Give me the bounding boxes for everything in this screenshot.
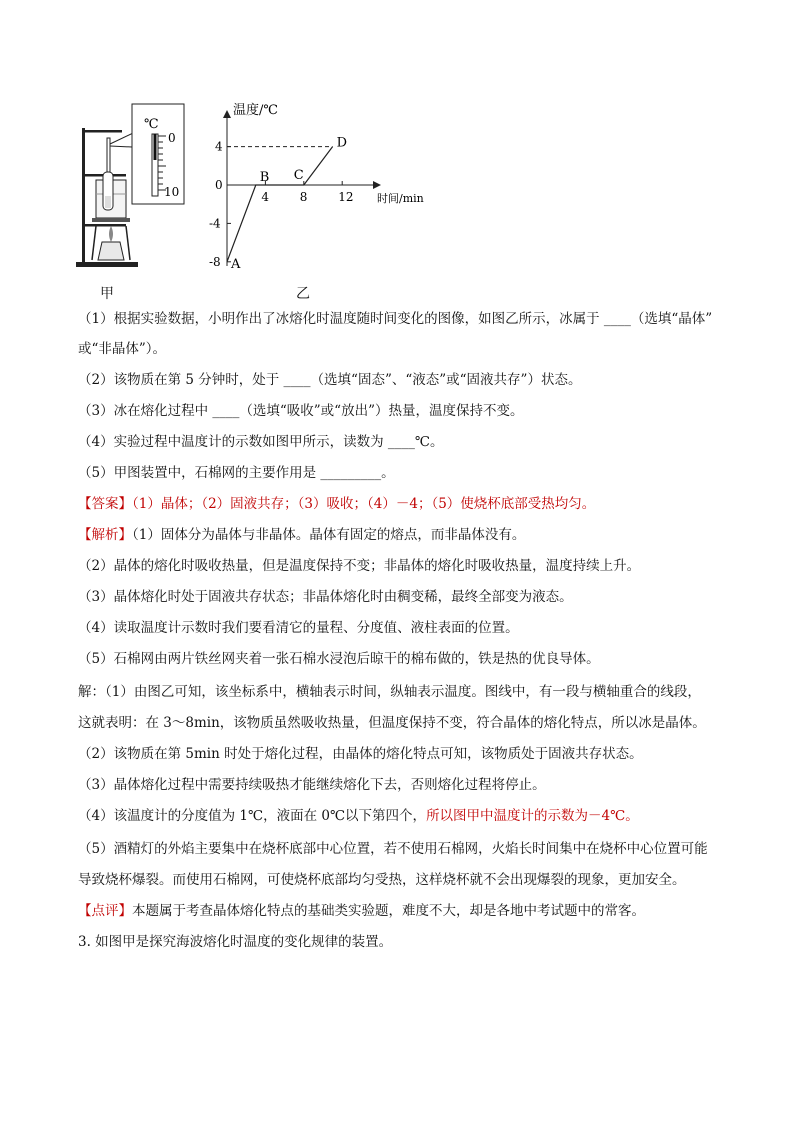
comment-line (78, 902, 645, 920)
solution-line-3: （2）该物质在第 5min 时处于熔化过程，由晶体的熔化特点可知，该物质处于固液共存状态。 (78, 746, 643, 762)
analysis-line-1 (78, 526, 525, 544)
analysis-tag: 【解析】 (78, 527, 132, 543)
thermo-top-label: 0 (168, 131, 176, 145)
thermo-unit: ℃ (144, 117, 159, 132)
analysis-line-2: （2）晶体的熔化时吸收热量，但是温度保持不变；非晶体的熔化时吸收热量，温度持续上升。 (78, 558, 641, 574)
apparatus-label: 甲 (100, 286, 114, 302)
analysis-line-5: （5）石棉网由两片铁丝网夹着一张石棉水浸泡后晾干的棉布做的，铁是热的优良导体。 (78, 651, 600, 667)
comment-tag: 【点评】 (78, 903, 132, 919)
y-tick-label: -4 (209, 216, 221, 231)
point-label: C (293, 168, 304, 183)
question-2: （2）该物质在第 5 分钟时，处于 ____（选填“固态”、“液态”或“固液共存”）状态。 (78, 372, 582, 388)
question-1-cont: 或“非晶体”）。 (78, 341, 167, 357)
solution-line-2: 这就表明：在 3～8min，该物质虽然吸收热量，但温度保持不变，符合晶体的熔化特点，所以冰是晶体。 (78, 715, 706, 731)
temperature-time-graph (205, 100, 435, 272)
solution-line-1: 解：（1）由图乙可知，该坐标系中，横轴表示时间，纵轴表示温度。图线中，有一段与横轴重合的线段， (78, 684, 701, 700)
point-label: A (231, 256, 241, 272)
series-line (227, 147, 333, 262)
analysis-text-1: （1）固体分为晶体与非晶体。晶体有固定的熔点，而非晶体没有。 (132, 527, 526, 543)
x-tick-label: 4 (261, 190, 270, 204)
y-axis-label: 温度/℃ (233, 103, 278, 118)
apparatus-figure (74, 100, 192, 272)
solution-line-5 (78, 807, 639, 825)
question-4: （4）实验过程中温度计的示数如图甲所示，读数为 ____℃。 (78, 434, 444, 450)
next-question: 3. 如图甲是探究海波熔化时温度的变化规律的装置。 (78, 934, 393, 950)
solution-text-5-black: （4）该温度计的分度值为 1℃，液面在 0℃以下第四个， (78, 808, 427, 824)
thermo-bottom-label: 10 (164, 185, 180, 199)
question-3: （3）冰在熔化过程中 ____（选填“吸收”或“放出”）热量，温度保持不变。 (78, 403, 524, 419)
solution-text-5-red: 所以图甲中温度计的示数为－4℃。 (426, 808, 639, 824)
graph-label: 乙 (296, 286, 310, 302)
point-label: D (336, 135, 348, 151)
analysis-line-4: （4）读取温度计示数时我们要看清它的量程、分度值、液柱表面的位置。 (78, 620, 519, 636)
answer-tag: 【答案】 (78, 496, 132, 512)
analysis-line-3: （3）晶体熔化时处于固液共存状态；非晶体熔化时由稠变稀，最终全部变为液态。 (78, 589, 573, 605)
solution-line-4: （3）晶体熔化过程中需要持续吸热才能继续熔化下去，否则熔化过程将停止。 (78, 777, 546, 793)
solution-line-7: 导致烧杯爆裂。而使用石棉网，可使烧杯底部均匀受热，这样烧杯就不会出现爆裂的现象，更加安全。 (78, 872, 686, 888)
question-1: （1）根据实验数据，小明作出了冰熔化时温度随时间变化的图像，如图乙所示，冰属于 ____（选填“晶体” (78, 311, 713, 327)
point-label: B (259, 170, 270, 185)
solution-line-6: （5）酒精灯的外焰主要集中在烧杯底部中心位置，若不使用石棉网，火焰长时间集中在烧杯中心位置可能 (78, 841, 708, 857)
comment-text: 本题属于考查晶体熔化特点的基础类实验题，难度不大，却是各地中考试题中的常客。 (132, 903, 645, 919)
x-tick-label: 8 (299, 190, 308, 204)
y-tick-label: 0 (215, 178, 223, 192)
x-axis-label: 时间/min (377, 192, 424, 205)
answer-line (78, 495, 595, 513)
y-tick-label: 4 (215, 139, 223, 154)
question-5: （5）甲图装置中，石棉网的主要作用是 _________。 (78, 465, 395, 481)
answer-text: （1）晶体；（2）固液共存；（3）吸收；（4）－4；（5）使烧杯底部受热均匀。 (132, 496, 596, 512)
y-tick-label: -8 (209, 254, 221, 269)
x-tick-label: 12 (338, 190, 354, 204)
